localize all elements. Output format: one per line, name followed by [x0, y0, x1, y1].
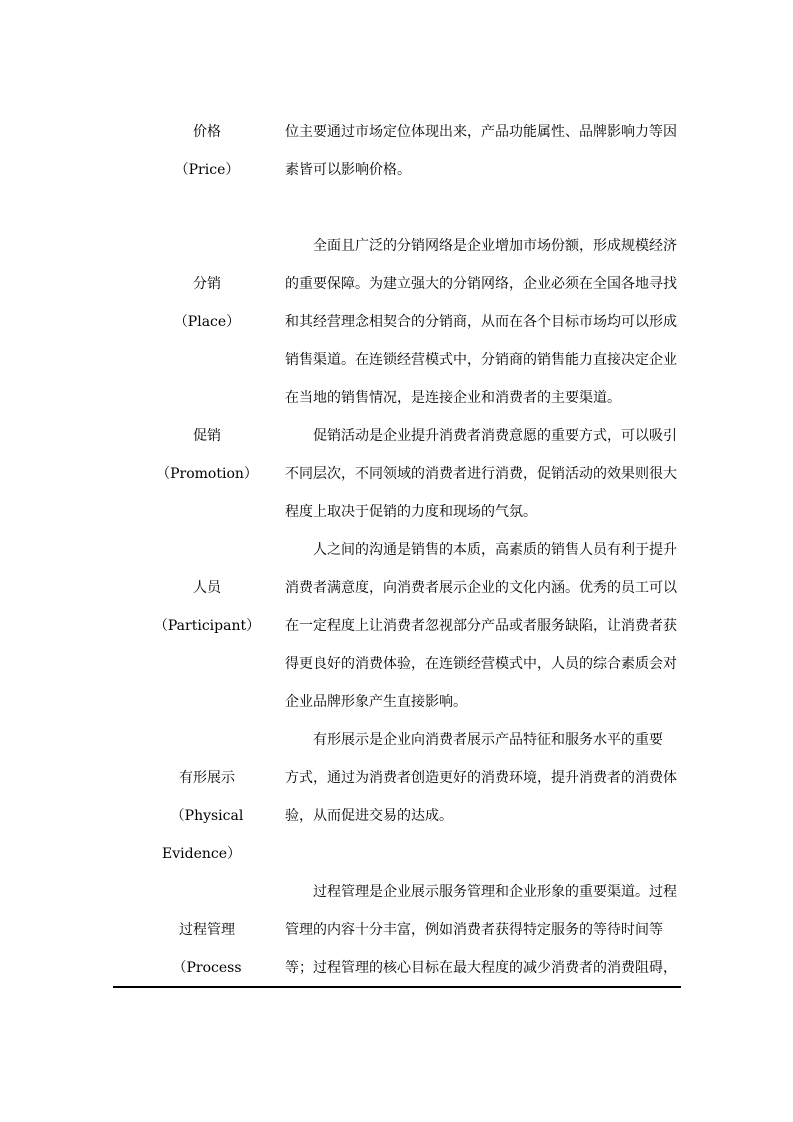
row-text-line: 等；过程管理的核心目标在最大程度的减少消费者的消费阻碍， [285, 960, 677, 976]
row-label: （Process [172, 960, 242, 976]
row-label: 促销 [193, 428, 221, 444]
row-label: 分销 [193, 276, 221, 292]
row-text-line: 位主要通过市场定位体现出来，产品功能属性、品牌影响力等因 [285, 124, 677, 140]
row-text-line: 人之间的沟通是销售的本质，高素质的销售人员有利于提升 [313, 542, 677, 558]
row-label: 过程管理 [179, 922, 235, 938]
row-label: （Place） [173, 314, 241, 330]
row-text-line: 素皆可以影响价格。 [285, 162, 411, 178]
row-text-line: 在当地的销售情况，是连接企业和消费者的主要渠道。 [285, 390, 621, 406]
row-text-line: 促销活动是企业提升消费者消费意愿的重要方式，可以吸引 [313, 428, 677, 444]
row-label: （Promotion） [156, 466, 258, 482]
row-label: Evidence） [162, 846, 241, 862]
row-text-line: 有形展示是企业向消费者展示产品特征和服务水平的重要 [313, 732, 663, 748]
row-text-line: 销售渠道。在连锁经营模式中，分销商的销售能力直接决定企业 [285, 352, 677, 368]
row-text-line: 的重要保障。为建立强大的分销网络，企业必须在全国各地寻找 [285, 276, 677, 292]
row-label: 价格 [193, 124, 221, 140]
row-text-line: 企业品牌形象产生直接影响。 [285, 694, 467, 710]
row-text-line: 和其经营理念相契合的分销商，从而在各个目标市场均可以形成 [285, 314, 677, 330]
row-text-line: 管理的内容十分丰富，例如消费者获得特定服务的等待时间等 [285, 922, 663, 938]
row-label: （Price） [174, 162, 240, 178]
row-text-line: 程度上取决于促销的力度和现场的气氛。 [285, 504, 537, 520]
row-text-line: 方式，通过为消费者创造更好的消费环境，提升消费者的消费体 [285, 770, 677, 786]
row-label: 有形展示 [179, 770, 235, 786]
row-label: 人员 [193, 580, 221, 596]
row-text-line: 在一定程度上让消费者忽视部分产品或者服务缺陷，让消费者获 [285, 618, 677, 634]
row-label: （Physical [170, 808, 244, 824]
row-text-line: 全面且广泛的分销网络是企业增加市场份额，形成规模经济 [313, 238, 677, 254]
row-text-line: 消费者满意度，向消费者展示企业的文化内涵。优秀的员工可以 [285, 580, 677, 596]
table-bottom-rule [113, 986, 681, 988]
row-text-line: 得更良好的消费体验，在连锁经营模式中，人员的综合素质会对 [285, 656, 677, 672]
row-text-line: 过程管理是企业展示服务管理和企业形象的重要渠道。过程 [313, 884, 677, 900]
row-text-line: 不同层次，不同领域的消费者进行消费，促销活动的效果则很大 [285, 466, 677, 482]
row-text-line: 验，从而促进交易的达成。 [285, 808, 453, 824]
row-label: （Participant） [153, 618, 261, 634]
